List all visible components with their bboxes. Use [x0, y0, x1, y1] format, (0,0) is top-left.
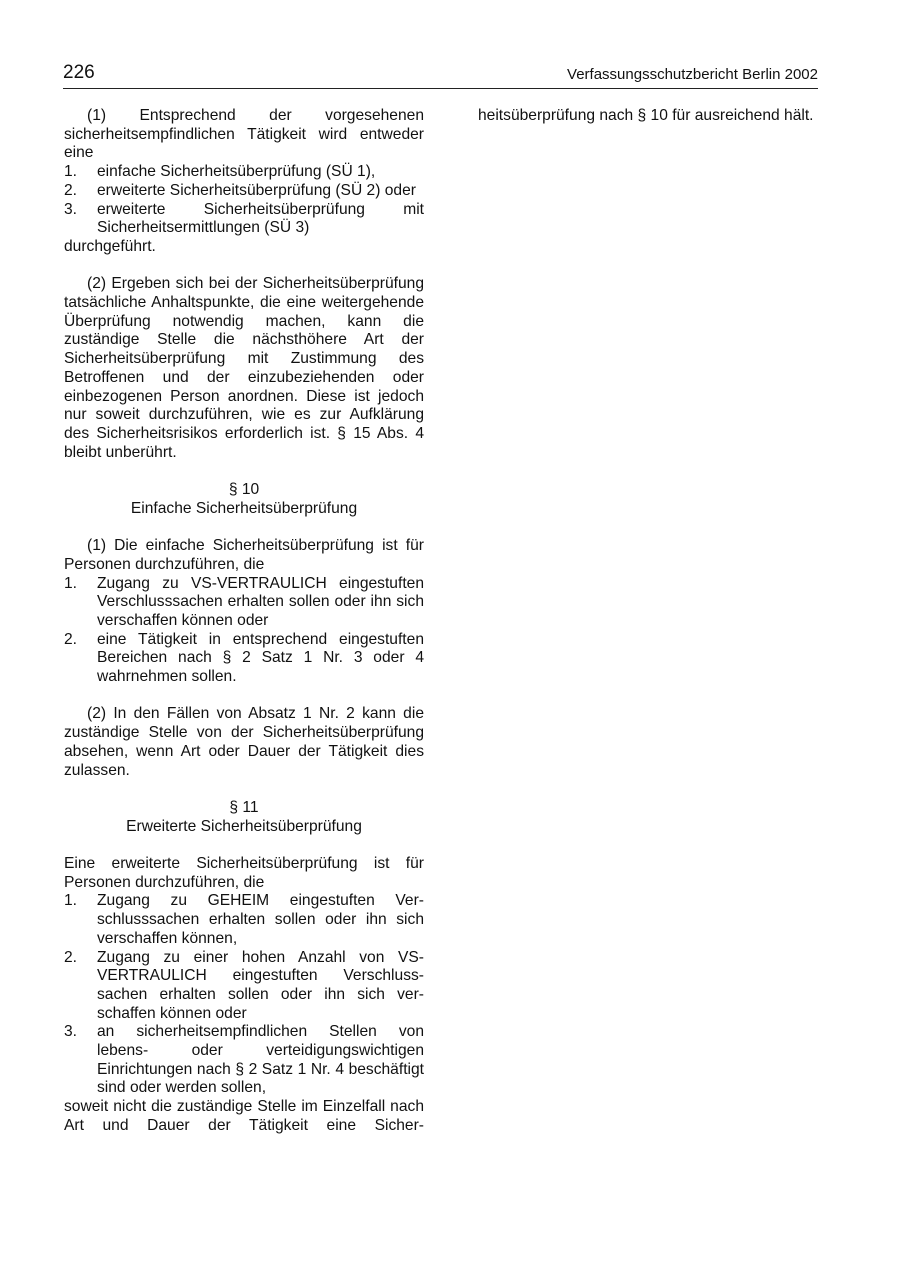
- list-item-text: erweiterte Sicherheitsüberprüfung (SÜ 2) oder: [97, 181, 416, 199]
- list-item-text: eine Tätigkeit in entsprechend eingestuften Bereichen nach § 2 Satz 1 Nr. 3 oder 4 wahrnehmen sollen.: [97, 630, 424, 686]
- list-item: [64, 201, 424, 238]
- page-header: [63, 62, 818, 89]
- sec10-paragraph-1-intro: (1) Die einfache Sicherheitsüberprüfung ist für Personen durchzuführen, die: [64, 537, 424, 573]
- list-item: [64, 949, 424, 1024]
- list-item-text: Zugang zu VS-VERTRAULICH eingestuften Verschlusssachen erhalten sollen oder ihn sich verschaffen können oder: [97, 574, 424, 629]
- list-item-number: 3.: [64, 1023, 78, 1041]
- list-item-number: 2.: [64, 181, 78, 199]
- list-item-text: Zugang zu GEHEIM eingestuften Verschlusssachen erhalten sollen oder ihn sich verschaffen können,: [97, 892, 424, 947]
- list-item-number: 2.: [64, 630, 78, 648]
- left-column: [64, 107, 424, 1136]
- running-title: Verfassungsschutzbericht Berlin 2002: [567, 66, 818, 83]
- sec9-paragraph-1-intro: (1) Entsprechend der vorgesehenen sicherheitsempfindlichen Tätigkeit wird entweder eine: [64, 107, 424, 162]
- right-column: [478, 107, 815, 126]
- list-item: [64, 575, 424, 631]
- list-item-number: 1.: [64, 163, 78, 181]
- sec11-list: [64, 892, 424, 1098]
- sec11-outro: soweit nicht die zuständige Stelle im Einzelfall nach Art und Dauer der Tätigkeit eine Sicher-: [64, 1098, 424, 1134]
- page-number: 226: [63, 62, 95, 83]
- list-item: [64, 1023, 424, 1098]
- list-item: [64, 182, 424, 201]
- sec11-number: § 11: [229, 798, 259, 816]
- sec11-title: Erweiterte Sicherheitsüberprüfung: [126, 817, 362, 835]
- list-item: [64, 892, 424, 948]
- sec10-list: [64, 575, 424, 687]
- list-item: [64, 163, 424, 182]
- list-item-text: Zugang zu einer hohen Anzahl von VS-VERTRAULICH eingestuften Verschlusssachen erhalten sollen oder ihn sich verschaffen können oder: [97, 948, 424, 1022]
- list-item-number: 2.: [64, 948, 78, 966]
- list-item-number: 3.: [64, 200, 78, 218]
- sec10-paragraph-2: (2) In den Fällen von Absatz 1 Nr. 2 kann die zuständige Stelle von der Sicherheitsüberprüfung absehen, wenn Art oder Dauer der Tätigkeit dies zulassen.: [64, 705, 424, 779]
- list-item-number: 1.: [64, 892, 78, 910]
- sec10-title: Einfache Sicherheitsüberprüfung: [130, 499, 358, 517]
- sec9-list: [64, 163, 424, 238]
- sec9-paragraph-1-outro: durchgeführt.: [64, 237, 156, 255]
- sec11-continuation: heitsüberprüfung nach § 10 für ausreichend hält.: [478, 107, 814, 124]
- list-item: [64, 631, 424, 687]
- sec11-intro: Eine erweiterte Sicherheitsüberprüfung ist für Personen durchzuführen, die: [64, 855, 424, 891]
- list-item-text: erweiterte Sicherheitsüberprüfung mit Sicherheitsermittlungen (SÜ 3): [97, 200, 424, 237]
- sec9-paragraph-2: (2) Ergeben sich bei der Sicherheitsüberprüfung tatsächliche Anhaltspunkte, die eine weitergehende Überprüfung notwendig machen, kann die zuständige Stelle die nächsthöhere Art der Sicherheitsüberprüfung mit Zustimmung des Betroffenen und der einzubeziehenden oder einbezogenen Person anordnen. Diese ist jedoch nur soweit durchzuführen, wie es zur Aufklärung des Sicherheitsrisikos erforderlich ist. § 15 Abs. 4 bleibt unberührt.: [64, 275, 424, 461]
- list-item-text: an sicherheitsempfindlichen Stellen von lebens- oder verteidigungswichtigen Einrichtungen nach § 2 Satz 1 Nr. 4 beschäftigt sind oder werden sollen,: [97, 1023, 424, 1097]
- sec10-number: § 10: [228, 481, 260, 499]
- list-item-text: einfache Sicherheitsüberprüfung (SÜ 1),: [97, 163, 376, 181]
- list-item-number: 1.: [64, 574, 78, 592]
